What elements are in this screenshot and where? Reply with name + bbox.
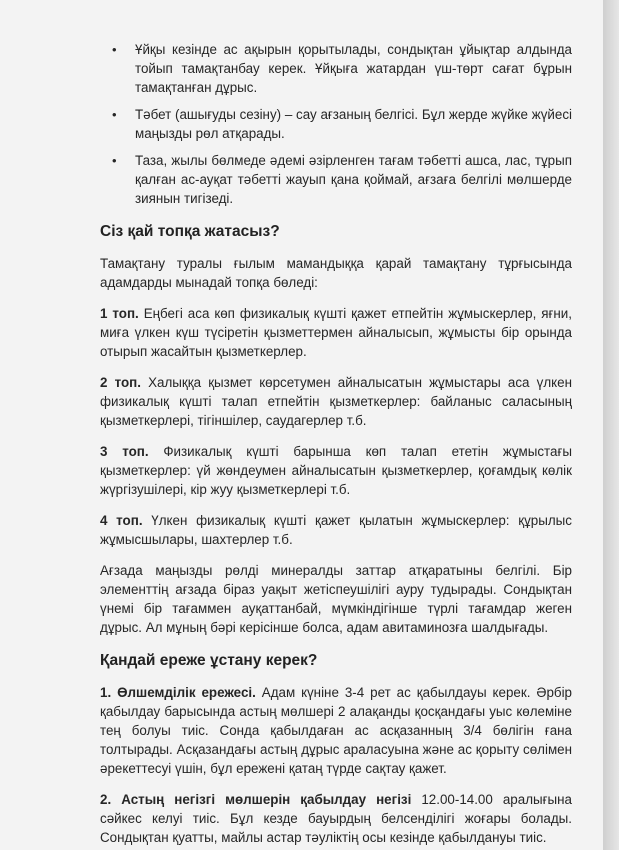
bullet-text: Тәбет (ашығуды сезіну) – сау ағзаның белгісі. Бұл жерде жүйке жүйесі маңызды рөл атқарады.	[135, 107, 572, 141]
bullet-icon: •	[112, 42, 117, 57]
group-text: Физикалық күшті барынша көп талап ететін жұмыстағы қызметкерлер: үй жөндеумен айналысатын қызметкерлер, қоғамдық көлік жүргізушілері, кір жуу қызметкерлері т.б.	[100, 444, 572, 497]
group-text: Үлкен физикалық күшті қажет қылатын жұмыскерлер: құрылыс жұмысшылары, шахтерлер т.б.	[100, 513, 572, 547]
page-content	[100, 40, 572, 850]
section-heading-rules: Қандай ереже ұстану керек?	[100, 652, 318, 669]
minerals-paragraph: Ағзада маңызды рөлді минералды заттар атқаратыны белгілі. Бір элементтің ағзада біраз уақыт жетіспеушілігі ауру тудырады. Сондықтан үнемі бір тағаммен ауқаттанбай, мүмкіндігінше түрлі тағамдар жеген дұрыс. Ал мұның бәрі керісінше болса, адам авитаминозға шалдығады.	[100, 563, 572, 635]
rule-text: Адам күніне 3-4 рет ас қабылдауы керек. Әрбір қабылдау барысында астың мөлшері 2 алақанды қосқандағы уыс көлеміне тең болуы тиіс. Сонда қабылдаған ас асқазанның 3/4 бөлігін ғана толтырады. Асқазандағы астың дұрыс араласуына және ас қорыту сөлімен әрекеттесуі үшін, бұл ережені қатаң түрде сақтау қажет.	[100, 685, 572, 776]
group-label: 2 топ.	[100, 375, 141, 390]
bullet-list	[100, 40, 572, 208]
bullet-text: Ұйқы кезінде ас ақырын қорытылады, сондықтан ұйықтар алдында тойып тамақтанбау керек. Ұйқыға жатардан үш-төрт сағат бұрын тамақтанған дұрыс.	[135, 42, 572, 95]
bullet-icon: •	[112, 153, 117, 168]
group-label: 4 топ.	[100, 513, 143, 528]
group-text: Еңбегі аса көп физикалық күшті қажет етпейтін жұмыскерлер, яғни, миға үлкен күш түсіретін қызметтермен айналысып, жұмысты бір орында отырып жасайтын қызметкерлер.	[100, 306, 572, 359]
rule-text: 12.00-14.00 аралығына сәйкес келуі тиіс. Бұл кезде бауырдың белсенділігі жоғары болады. Сондықтан қуатты, майлы астар тәуліктің осы кезінде қабылдануы тиіс.	[100, 792, 572, 845]
groups-intro: Тамақтану туралы ғылым мамандыққа қарай тамақтану тұрғысында адамдарды мынадай топқа бөледі:	[100, 256, 572, 290]
list-item	[100, 151, 572, 208]
group-paragraph	[100, 373, 572, 430]
group-paragraph	[100, 442, 572, 499]
group-label: 3 топ.	[100, 444, 149, 459]
bullet-text: Таза, жылы бөлмеде әдемі әзірленген тағам тәбетті ашса, лас, тұрып қалған ас-ауқат тәбетті жауып қана қоймай, ағзаға белгілі мөлшерде зиянын тигізеді.	[135, 153, 572, 206]
list-item	[100, 105, 572, 143]
section-heading-groups: Сіз қай топқа жатасыз?	[100, 223, 280, 240]
rule-label: 2. Астың негізгі мөлшерін қабылдау негізі	[100, 792, 412, 807]
list-item	[100, 40, 572, 97]
rule-paragraph	[100, 790, 572, 847]
group-label: 1 топ.	[100, 306, 139, 321]
group-paragraph	[100, 511, 572, 549]
page-edge	[603, 0, 619, 850]
group-paragraph	[100, 304, 572, 361]
bullet-icon: •	[112, 107, 117, 122]
rule-label: 1. Өлшемділік ережесі.	[100, 685, 256, 700]
rule-paragraph	[100, 683, 572, 778]
group-text: Халыққа қызмет көрсетумен айналысатын жұмыстары аса үлкен физикалық күшті талап етпейтін қызметкерлер: байланыс саласының қызметкерлері, тігіншілер, саудагерлер т.б.	[100, 375, 572, 428]
